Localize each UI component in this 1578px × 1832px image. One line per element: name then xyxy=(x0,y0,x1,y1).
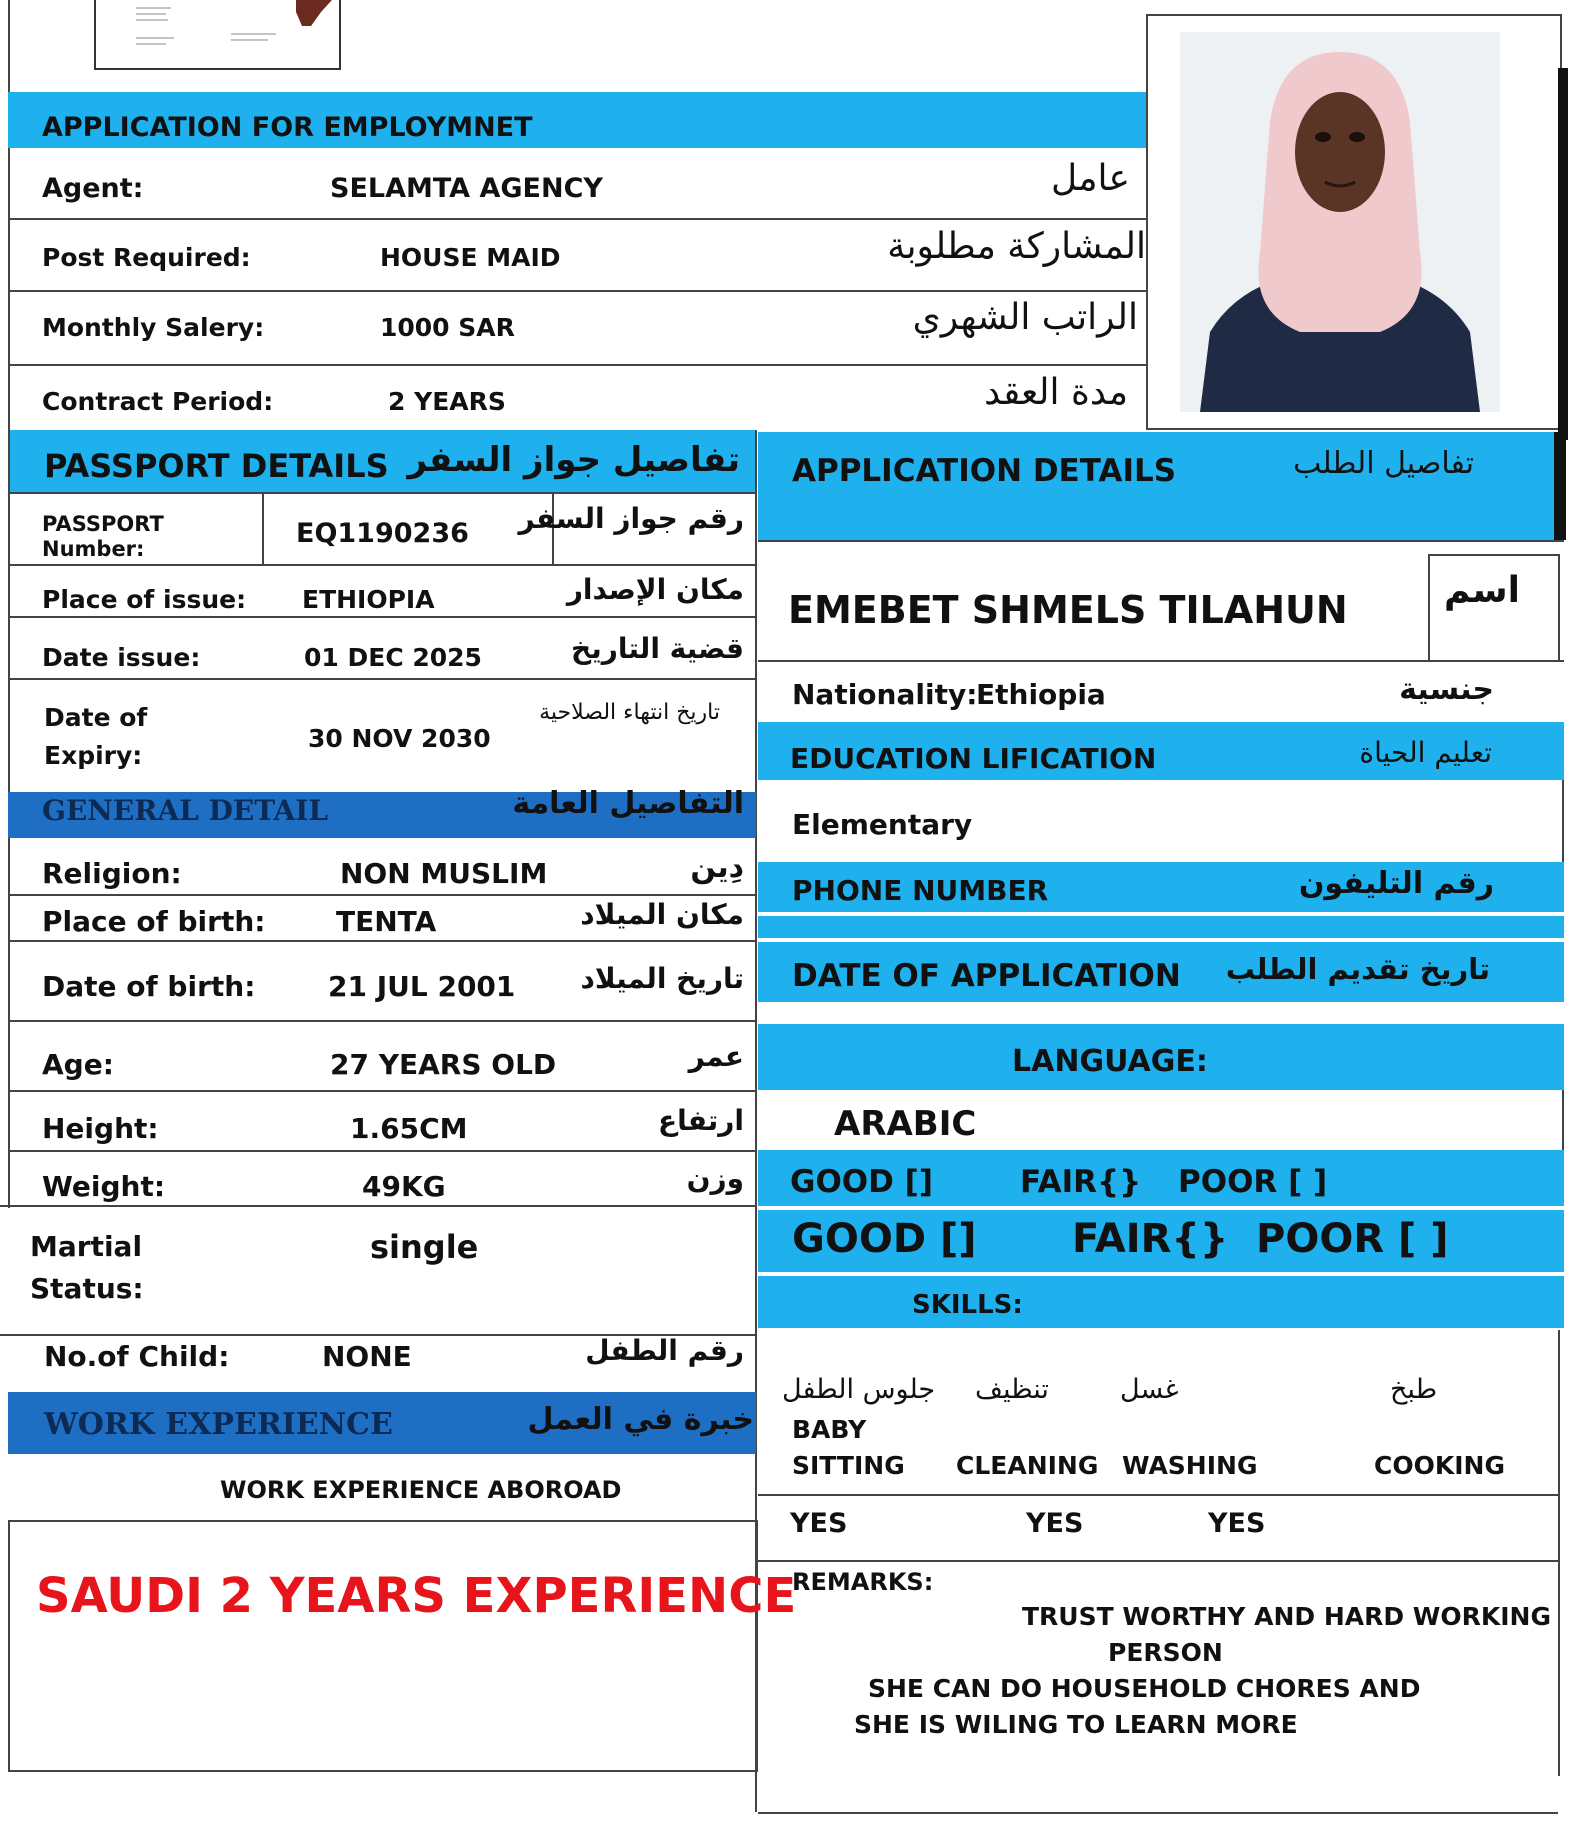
nationality-label: Nationality: xyxy=(792,678,978,711)
date-issue-arabic: قضية التاريخ xyxy=(571,632,744,665)
passport-number-value: EQ1190236 xyxy=(296,518,469,549)
work-abroad-value: SAUDI 2 YEARS EXPERIENCE xyxy=(36,1568,797,1624)
skill-arabic-washing: غسل xyxy=(1120,1374,1179,1405)
phone-value-bar xyxy=(758,916,1564,938)
general-title: GENERAL DETAIL xyxy=(42,794,329,827)
language-title: LANGUAGE: xyxy=(1012,1044,1208,1079)
passport-title-arabic: تفاصيل جواز السفر xyxy=(407,440,740,480)
remarks-label: REMARKS: xyxy=(792,1568,934,1596)
birthplace-arabic: مكان الميلاد xyxy=(580,898,744,931)
rating1-good: GOOD [] xyxy=(790,1164,934,1200)
rating2-good: GOOD [] xyxy=(792,1216,977,1262)
place-of-issue-value: ETHIOPIA xyxy=(302,585,435,614)
agency-logo xyxy=(94,0,341,70)
name-arabic: اسم xyxy=(1444,570,1520,611)
birthplace-value: TENTA xyxy=(336,905,437,938)
religion-value: NON MUSLIM xyxy=(340,857,548,890)
salary-arabic: الراتب الشهري xyxy=(912,297,1138,338)
agent-label: Agent: xyxy=(42,173,144,204)
expiry-arabic: تاريخ انتهاء الصلاحية xyxy=(539,700,720,725)
passport-number-label: PASSPORT Number: xyxy=(42,512,164,561)
religion-label: Religion: xyxy=(42,857,182,890)
passport-title: PASSPORT DETAILS xyxy=(44,447,389,485)
frame-line xyxy=(8,0,10,95)
expiry-value: 30 NOV 2030 xyxy=(308,724,491,753)
date-issue-value: 01 DEC 2025 xyxy=(304,643,482,672)
contract-arabic: مدة العقد xyxy=(984,372,1128,413)
marital-label-line2: Status: xyxy=(30,1272,144,1305)
child-label: No.of Child: xyxy=(44,1340,230,1373)
age-arabic: عمر xyxy=(688,1040,744,1073)
rating2-fair: FAIR{} xyxy=(1072,1216,1229,1262)
weight-value: 49KG xyxy=(362,1170,446,1203)
contract-value: 2 YEARS xyxy=(388,387,506,416)
passport-number-arabic: رقم جواز السفر xyxy=(518,502,744,535)
photo-shadow xyxy=(1558,68,1568,440)
dob-arabic: تاريخ الميلاد xyxy=(580,962,744,995)
dob-value: 21 JUL 2001 xyxy=(328,970,516,1003)
skill-baby-line2: SITTING xyxy=(792,1451,905,1480)
skill-yes-washing: YES xyxy=(1208,1508,1266,1539)
date-issue-label: Date issue: xyxy=(42,643,201,672)
remarks-line1: TRUST WORTHY AND HARD WORKING xyxy=(1022,1602,1552,1631)
application-details-title: APPLICATION DETAILS xyxy=(792,453,1177,489)
skill-baby-line1: BABY xyxy=(792,1415,867,1444)
place-of-issue-label: Place of issue: xyxy=(42,585,247,614)
religion-arabic: دِين xyxy=(690,850,744,885)
skill-washing: WASHING xyxy=(1122,1451,1258,1480)
application-details-arabic: تفاصيل الطلب xyxy=(1293,446,1474,481)
work-title: WORK EXPERIENCE xyxy=(44,1407,393,1442)
salary-label: Monthly Salery: xyxy=(42,313,265,342)
education-value: Elementary xyxy=(792,808,973,841)
skill-yes-baby: YES xyxy=(790,1508,848,1539)
application-date-title: DATE OF APPLICATION xyxy=(792,958,1181,994)
age-value: 27 YEARS OLD xyxy=(330,1048,557,1081)
application-title: APPLICATION FOR EMPLOYMNET xyxy=(42,112,533,143)
skill-cooking: COOKING xyxy=(1374,1451,1505,1480)
skill-arabic-cooking: طبخ xyxy=(1390,1374,1438,1405)
height-value: 1.65CM xyxy=(350,1112,468,1145)
birthplace-label: Place of birth: xyxy=(42,905,266,938)
rating1-fair: FAIR{} xyxy=(1020,1164,1142,1200)
nationality-value: Ethiopia xyxy=(976,678,1106,711)
work-abroad-box xyxy=(8,1520,758,1772)
height-arabic: ارتفاع xyxy=(657,1104,744,1137)
education-arabic: تعليم الحياة xyxy=(1359,736,1492,769)
work-title-arabic: خبرة في العمل xyxy=(527,1402,754,1437)
skill-arabic-babysitting: جلوس الطفل xyxy=(782,1374,936,1405)
weight-arabic: وزن xyxy=(686,1162,744,1195)
applicant-name: EMEBET SHMELS TILAHUN xyxy=(788,588,1348,632)
education-title: EDUCATION LIFICATION xyxy=(790,742,1157,775)
skills-title: SKILLS: xyxy=(912,1290,1023,1320)
dob-label: Date of birth: xyxy=(42,970,256,1003)
marital-label-line1: Martial xyxy=(30,1230,143,1263)
post-arabic: المشاركة مطلوبة xyxy=(887,226,1146,267)
child-value: NONE xyxy=(322,1340,412,1373)
application-date-arabic: تاريخ تقديم الطلب xyxy=(1225,952,1490,986)
rating2-poor: POOR [ ] xyxy=(1256,1216,1449,1262)
expiry-label-line1: Date of xyxy=(44,703,148,732)
phone-title: PHONE NUMBER xyxy=(792,874,1049,907)
work-abroad-label: WORK EXPERIENCE ABOROAD xyxy=(220,1476,622,1504)
agent-value: SELAMTA AGENCY xyxy=(330,173,603,204)
post-value: HOUSE MAID xyxy=(380,243,561,272)
skills-box xyxy=(758,1330,1560,1560)
place-of-issue-arabic: مكان الإصدار xyxy=(566,573,744,606)
agent-arabic: عامل xyxy=(1051,158,1130,199)
salary-value: 1000 SAR xyxy=(380,313,515,342)
post-label: Post Required: xyxy=(42,243,251,272)
expiry-label-line2: Expiry: xyxy=(44,741,143,770)
language-value: ARABIC xyxy=(834,1104,977,1144)
phone-arabic: رقم التليفون xyxy=(1298,866,1494,901)
skill-cleaning: CLEANING xyxy=(956,1451,1099,1480)
nationality-arabic: جنسية xyxy=(1399,672,1494,707)
skill-yes-cleaning: YES xyxy=(1026,1508,1084,1539)
remarks-line2: PERSON xyxy=(1108,1638,1223,1667)
skill-arabic-cleaning: تنظيف xyxy=(975,1374,1049,1405)
rating1-poor: POOR [ ] xyxy=(1178,1164,1328,1200)
applicant-photo xyxy=(1180,32,1500,412)
age-label: Age: xyxy=(42,1048,114,1081)
skills-bar xyxy=(758,1276,1564,1328)
child-arabic: رقم الطفل xyxy=(585,1334,744,1367)
marital-value: single xyxy=(370,1228,479,1266)
contract-label: Contract Period: xyxy=(42,387,274,416)
remarks-line3: SHE CAN DO HOUSEHOLD CHORES AND xyxy=(868,1674,1421,1703)
general-title-arabic: التفاصيل العامة xyxy=(512,786,744,821)
weight-label: Weight: xyxy=(42,1170,166,1203)
remarks-line4: SHE IS WILING TO LEARN MORE xyxy=(854,1710,1298,1739)
bar-shadow xyxy=(1554,432,1566,540)
height-label: Height: xyxy=(42,1112,159,1145)
